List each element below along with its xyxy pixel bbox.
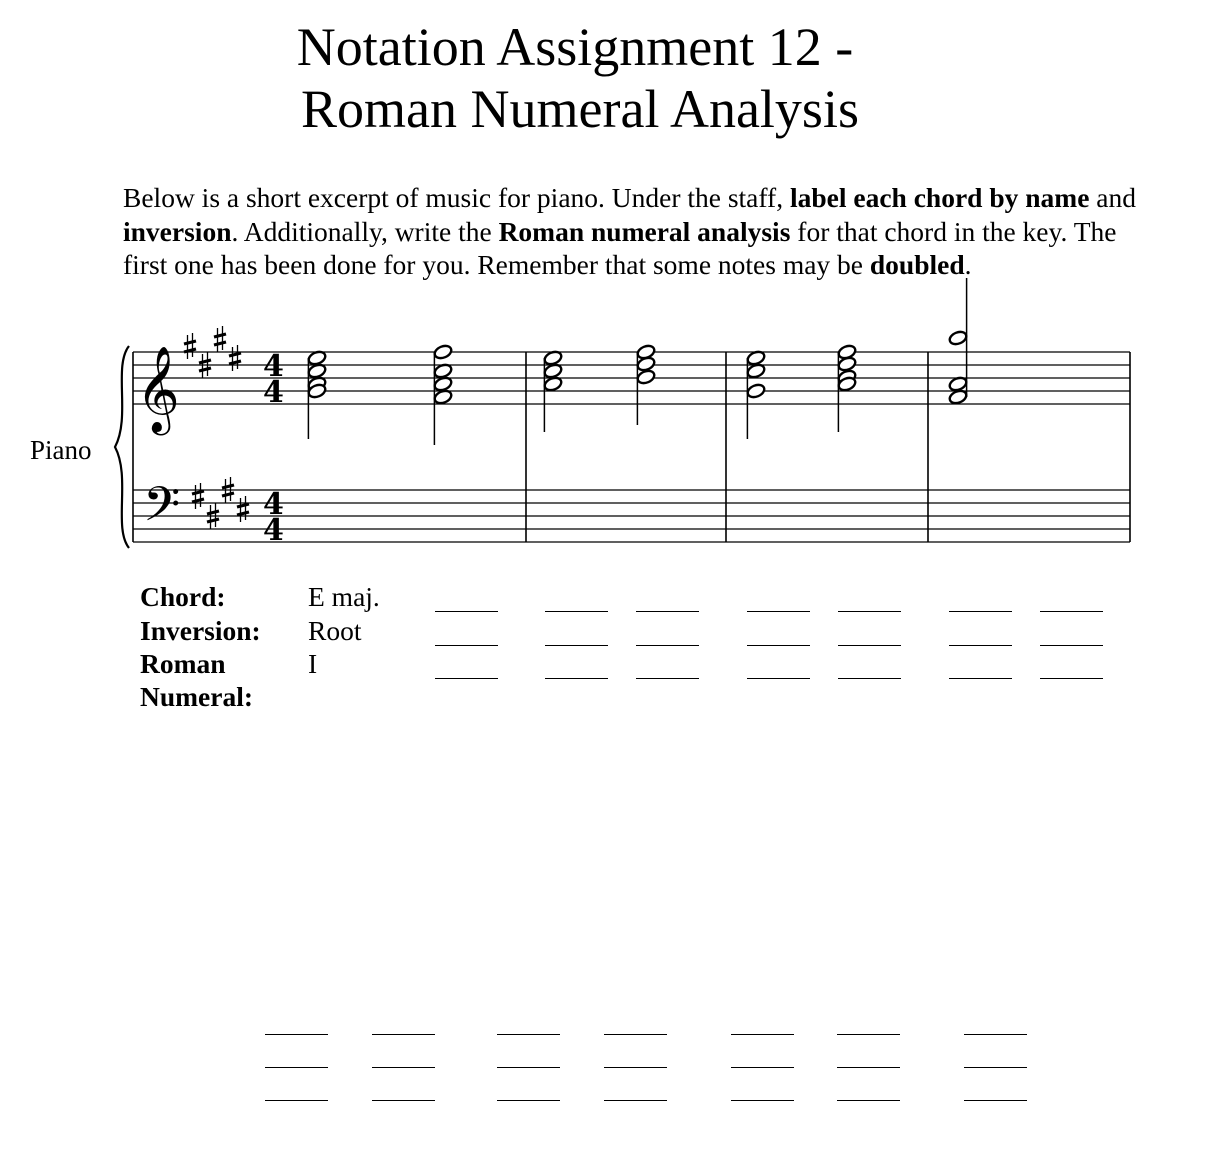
- answer-blank[interactable]: [636, 645, 699, 646]
- answer-blank[interactable]: [636, 611, 699, 612]
- answer-blank[interactable]: [372, 1067, 435, 1068]
- bass-clef-icon: 𝄢: [143, 476, 181, 544]
- sharp-stroke: [214, 334, 226, 337]
- instr-bold-3: Roman numeral analysis: [498, 215, 791, 247]
- answer-blank[interactable]: [747, 645, 810, 646]
- sharp-stroke: [199, 368, 211, 371]
- time-signature-bottom: 4: [263, 375, 284, 410]
- answer-blank[interactable]: [1040, 645, 1103, 646]
- answer-blank[interactable]: [497, 1034, 560, 1035]
- answer-blank[interactable]: [731, 1067, 794, 1068]
- example-roman-numeral: I: [308, 648, 318, 679]
- time-signature-top: 4: [263, 349, 284, 384]
- answer-blank[interactable]: [372, 1034, 435, 1035]
- roman-row-label: Roman: [140, 648, 226, 679]
- sharp-stroke: [222, 485, 234, 488]
- system-brace: [115, 346, 129, 548]
- answer-blank[interactable]: [837, 1034, 900, 1035]
- example-chord-name: E maj.: [308, 581, 380, 612]
- answer-blank[interactable]: [372, 1100, 435, 1101]
- answer-blank[interactable]: [964, 1067, 1027, 1068]
- inversion-row-label: Inversion:: [140, 615, 261, 646]
- note-head: [746, 383, 766, 400]
- answer-blank[interactable]: [1040, 611, 1103, 612]
- instr-text-3: . Additionally, write the: [231, 215, 499, 247]
- instr-text-5: .: [964, 249, 972, 280]
- answer-blank[interactable]: [731, 1034, 794, 1035]
- instr-bold-1: label each chord by name: [789, 182, 1090, 213]
- answer-blank[interactable]: [265, 1034, 328, 1035]
- answer-blank[interactable]: [747, 678, 810, 679]
- note-head: [636, 369, 656, 386]
- sharp-stroke: [192, 499, 204, 502]
- answer-blank[interactable]: [604, 1034, 667, 1035]
- chord-row-label: Chord:: [140, 581, 226, 612]
- answer-blank[interactable]: [837, 1067, 900, 1068]
- note-head: [948, 330, 968, 347]
- answer-blank[interactable]: [497, 1100, 560, 1101]
- sharp-stroke: [229, 353, 241, 356]
- answer-blank[interactable]: [545, 678, 608, 679]
- instr-bold-2: inversion: [123, 215, 232, 247]
- answer-blank[interactable]: [731, 1100, 794, 1101]
- answer-blank[interactable]: [949, 645, 1012, 646]
- sharp-stroke: [207, 511, 219, 514]
- sharp-stroke: [229, 361, 241, 364]
- answer-blank[interactable]: [435, 645, 498, 646]
- title-line-2: Roman Numeral Analysis: [301, 79, 859, 139]
- instrument-label-piano: Piano: [30, 435, 92, 465]
- time-signature-top: 4: [263, 487, 284, 522]
- example-inversion: Root: [308, 615, 362, 646]
- sharp-stroke: [199, 360, 211, 363]
- title-line-1: Notation Assignment 12 -: [296, 17, 854, 77]
- answer-blank[interactable]: [837, 1100, 900, 1101]
- treble-clef-icon: 𝄞: [136, 346, 180, 432]
- answer-blank[interactable]: [838, 645, 901, 646]
- sharp-stroke: [237, 504, 249, 507]
- sharp-stroke: [214, 342, 226, 345]
- answer-blank[interactable]: [838, 611, 901, 612]
- instr-text-2: and: [1089, 182, 1137, 213]
- answer-blank[interactable]: [604, 1067, 667, 1068]
- answer-blank[interactable]: [949, 678, 1012, 679]
- answer-blank[interactable]: [949, 611, 1012, 612]
- answer-blank[interactable]: [747, 611, 810, 612]
- answer-blank[interactable]: [435, 611, 498, 612]
- numeral-row-label: Numeral:: [140, 681, 254, 712]
- answer-blank[interactable]: [497, 1067, 560, 1068]
- answer-blank[interactable]: [964, 1100, 1027, 1101]
- sharp-stroke: [207, 519, 219, 522]
- instr-text-1: Below is a short excerpt of music for piano. Under the staff,: [123, 182, 790, 213]
- sharp-stroke: [184, 341, 196, 344]
- answer-blank[interactable]: [604, 1100, 667, 1101]
- answer-blank[interactable]: [838, 678, 901, 679]
- answer-blank[interactable]: [265, 1100, 328, 1101]
- answer-blank[interactable]: [545, 645, 608, 646]
- answer-blank[interactable]: [636, 678, 699, 679]
- answer-blank[interactable]: [435, 678, 498, 679]
- sharp-stroke: [192, 491, 204, 494]
- answer-blank[interactable]: [964, 1034, 1027, 1035]
- answer-blank[interactable]: [545, 611, 608, 612]
- answer-blank[interactable]: [1040, 678, 1103, 679]
- instr-text-4: for that chord in the key. The first one has been done for you. Remember that some notes may be: [123, 215, 1117, 280]
- time-signature-bottom: 4: [263, 513, 284, 548]
- note-head: [433, 344, 453, 361]
- instr-bold-4: doubled: [869, 249, 965, 280]
- sharp-stroke: [237, 512, 249, 515]
- sharp-stroke: [222, 493, 234, 496]
- answer-blank[interactable]: [265, 1067, 328, 1068]
